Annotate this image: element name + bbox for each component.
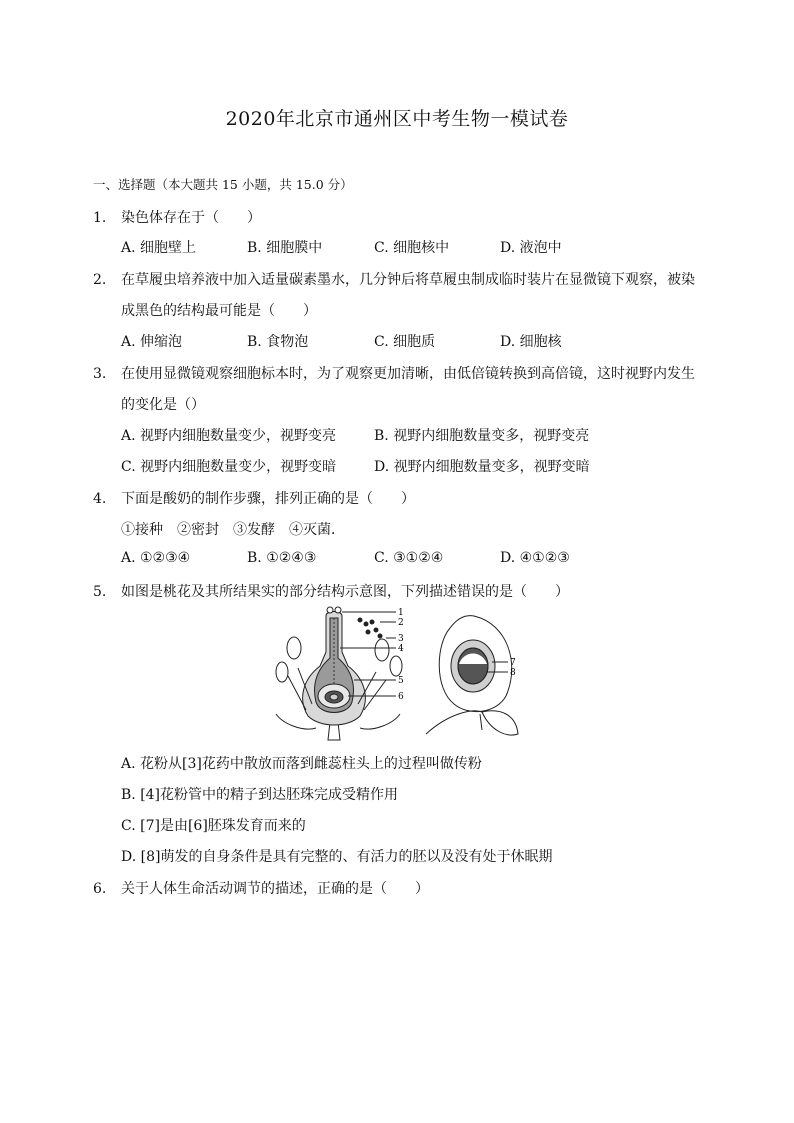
- label-8: 8: [510, 668, 516, 678]
- q1-option-c: C. 细胞核中: [374, 240, 450, 256]
- q5-option-c: C. [7]是由[6]胚珠发育而来的: [121, 818, 306, 834]
- page-title: 2020年北京市通州区中考生物一模试卷: [225, 108, 569, 130]
- q3-option-d: D. 视野内细胞数量变多，视野变暗: [374, 459, 590, 475]
- question-5: [93, 581, 569, 601]
- q4-option-a: A. ①②③④: [121, 550, 191, 566]
- question-number: 3.: [93, 366, 107, 382]
- fruit-diagram: [426, 616, 518, 735]
- question-1: [93, 207, 261, 227]
- question-text: 在草履虫培养液中加入适量碳素墨水，几分钟后将草履虫制成临时装片在显微镜下观察，被染: [121, 272, 695, 288]
- question-3: [93, 363, 695, 383]
- label-2: 2: [398, 618, 404, 628]
- q3-option-a: A. 视野内细胞数量变少，视野变亮: [121, 428, 337, 444]
- q5-option-d: D. [8]萌发的自身条件是具有完整的、有活力的胚以及没有处于休眠期: [121, 849, 553, 865]
- question-text: 下面是酸奶的制作步骤，排列正确的是（ ）: [121, 491, 415, 507]
- q3-option-c: C. 视野内细胞数量变少，视野变暗: [121, 459, 337, 475]
- question-number: 5.: [93, 584, 107, 600]
- label-6: 6: [398, 692, 404, 702]
- question-6: [93, 878, 429, 898]
- section-heading: 一、选择题（本大题共 15 小题，共 15.0 分）: [93, 177, 353, 192]
- q2-option-b: B. 食物泡: [247, 334, 309, 350]
- question-text: 在使用显微镜观察细胞标本时，为了观察更加清晰，由低倍镜转换到高倍镜，这时视野内发生: [121, 366, 695, 382]
- q2-option-c: C. 细胞质: [374, 334, 436, 350]
- label-1: 1: [398, 608, 404, 618]
- label-7: 7: [510, 658, 516, 668]
- q4-option-b: B. ①②④③: [247, 550, 317, 566]
- label-4: 4: [398, 644, 404, 654]
- label-3: 3: [398, 634, 404, 644]
- q3-option-b: B. 视野内细胞数量变多，视野变亮: [374, 428, 590, 444]
- q4-steps: ①接种 ②密封 ③发酵 ④灭菌．: [121, 522, 345, 538]
- label-5: 5: [398, 676, 404, 686]
- question-2: [93, 269, 695, 289]
- q1-option-b: B. 细胞膜中: [247, 240, 323, 256]
- q5-option-b: B. [4]花粉管中的精子到达胚珠完成受精作用: [121, 787, 399, 803]
- question-text: 染色体存在于（ ）: [121, 210, 261, 226]
- q4-option-c: C. ③①②④: [374, 550, 444, 566]
- q1-option-d: D. 液泡中: [500, 240, 562, 256]
- q2-option-d: D. 细胞核: [500, 334, 562, 350]
- flower-diagram: [276, 607, 402, 740]
- question-text-continued: 的变化是（）: [121, 397, 205, 413]
- q5-option-a: A. 花粉从[3]花药中散放而落到雌蕊柱头上的过程叫做传粉: [121, 756, 482, 772]
- q2-option-a: A. 伸缩泡: [121, 334, 183, 350]
- q4-option-d: D. ④①②③: [500, 550, 570, 566]
- peach-flower-fruit-diagram: [268, 604, 528, 746]
- question-number: 6.: [93, 881, 107, 897]
- question-text: 关于人体生命活动调节的描述，正确的是（ ）: [121, 881, 429, 897]
- question-4: [93, 488, 415, 508]
- q1-option-a: A. 细胞壁上: [121, 240, 197, 256]
- question-number: 2.: [93, 272, 107, 288]
- question-number: 1.: [93, 210, 107, 226]
- question-text-continued: 成黑色的结构最可能是（ ）: [121, 303, 317, 319]
- question-text: 如图是桃花及其所结果实的部分结构示意图，下列描述错误的是（ ）: [121, 584, 569, 600]
- question-number: 4.: [93, 491, 107, 507]
